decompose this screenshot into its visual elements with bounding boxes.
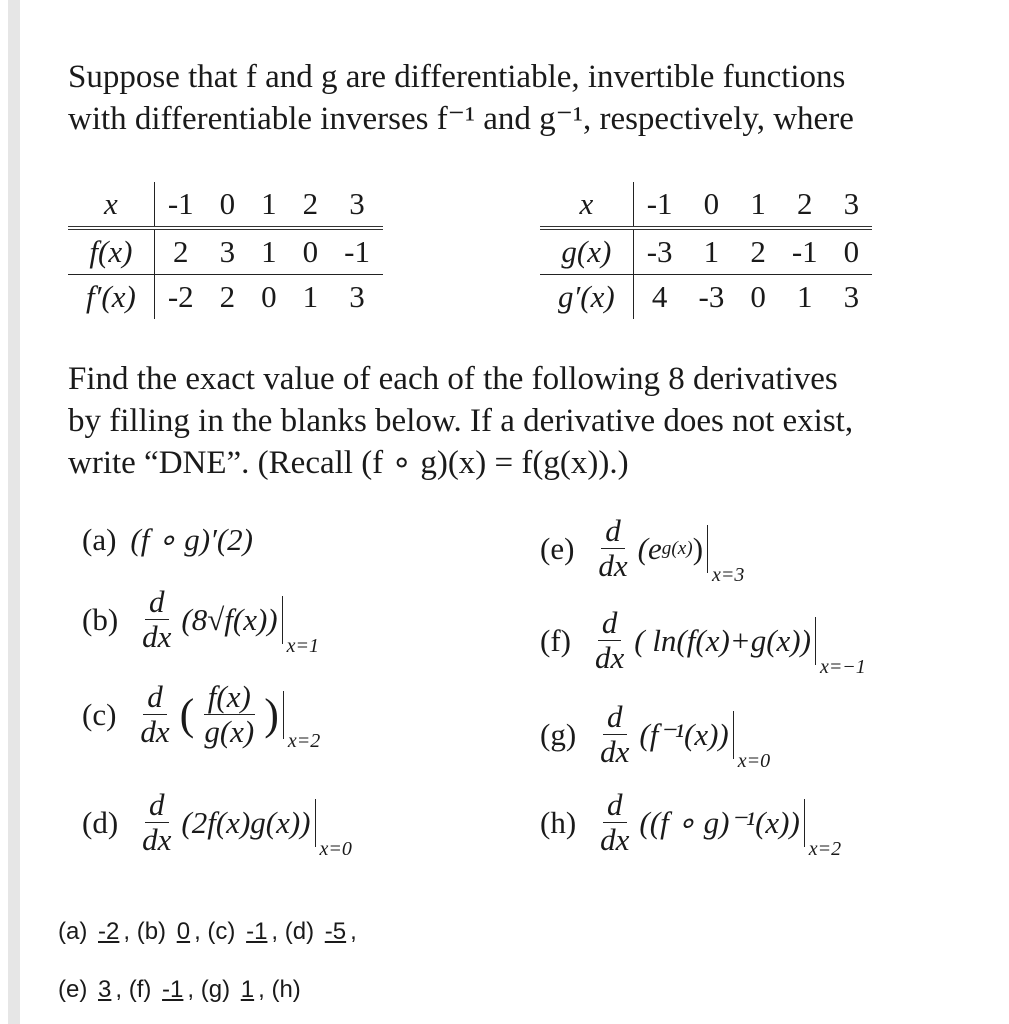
part-d xyxy=(82,787,352,860)
answer-c[interactable]: -1 xyxy=(246,918,268,945)
derivative-operator xyxy=(136,680,173,749)
answer-b[interactable]: 0 xyxy=(176,918,191,945)
right-paren: ) xyxy=(264,690,279,739)
closing-paren: ) xyxy=(692,530,704,566)
table-f-x-4: 3 xyxy=(331,182,383,228)
derivative-dx: dx xyxy=(142,822,172,857)
answer-label-e: (e) xyxy=(58,976,88,1003)
part-expression: ( ln(f(x)+g(x)) xyxy=(634,622,811,658)
table-g-x-4: 3 xyxy=(831,182,873,228)
derivative-d: d xyxy=(145,788,169,823)
part-expression: (f⁻¹(x)) xyxy=(639,716,729,752)
intro-line-2: with differentiable inverses f⁻¹ and g⁻¹, respectively, where xyxy=(68,101,854,137)
table-g-cell: -3 xyxy=(698,279,725,314)
part-label: (a) xyxy=(82,522,117,557)
evaluation-bar xyxy=(815,617,866,678)
table-g-x-2: 1 xyxy=(737,182,779,228)
evaluation-point: x=3 xyxy=(712,563,745,586)
table-g-cell: 0 xyxy=(750,279,766,314)
evaluation-bar xyxy=(707,525,745,586)
table-f-cell: 0 xyxy=(290,228,332,275)
answer-g[interactable]: 1 xyxy=(240,976,255,1003)
part-e: (e) $\frac{d}{dx}$ (e g(x) ) x=3 xyxy=(540,513,745,586)
table-g-cell: -3 xyxy=(633,228,685,275)
part-expression: (2f(x)g(x)) xyxy=(181,804,311,840)
answer-label-g: (g) xyxy=(200,976,231,1003)
derivative-dx: dx xyxy=(142,619,172,654)
table-f-x-1: 0 xyxy=(207,182,249,228)
answers-line-2: (e) 3 , (f) -1 , (g) 1 , (h) xyxy=(58,976,301,1003)
table-f-header-row xyxy=(68,182,383,228)
answers-line-1: (a) -2 , (b) 0 , (c) -1 , (d) -5 , xyxy=(58,918,357,945)
answer-d[interactable]: -5 xyxy=(324,918,347,945)
part-c xyxy=(82,679,321,752)
table-f-x-2: 1 xyxy=(248,182,290,228)
evaluation-point: x=0 xyxy=(737,749,771,772)
part-label: (d) xyxy=(82,804,119,840)
derivative-operator xyxy=(594,514,631,583)
table-f-cell: 3 xyxy=(349,279,365,314)
table-g-cell: 1 xyxy=(686,228,738,275)
answer-label-a: (a) xyxy=(58,918,88,945)
instructions-line-2: by filling in the blanks below. If a derivative does not exist, xyxy=(68,403,854,439)
instructions-paragraph xyxy=(68,358,958,484)
table-f-cell: 1 xyxy=(248,228,290,275)
table-g-x-1: 0 xyxy=(686,182,738,228)
evaluation-point: x=0 xyxy=(319,837,352,860)
intro-line-1: Suppose that f and g are differentiable, invertible functions xyxy=(68,59,846,95)
table-f-x-3: 2 xyxy=(290,182,332,228)
derivative-operator xyxy=(138,585,175,654)
evaluation-point: x=−1 xyxy=(819,655,866,678)
instructions-line-1: Find the exact value of each of the following 8 derivatives xyxy=(68,361,838,397)
evaluation-bar xyxy=(804,799,842,860)
left-paren: ( xyxy=(179,690,195,739)
derivative-operator xyxy=(596,788,633,857)
part-label: (h) xyxy=(540,804,577,840)
derivative-dx: dx xyxy=(598,548,628,583)
quotient-numerator: f(x) xyxy=(204,680,255,715)
table-f-row-fprime xyxy=(68,275,383,320)
table-f-cell: -1 xyxy=(331,228,383,275)
derivative-dx: dx xyxy=(594,640,625,675)
table-f-x-0: -1 xyxy=(154,182,206,228)
table-g-cell: 3 xyxy=(843,279,860,314)
answer-f[interactable]: -1 xyxy=(162,976,184,1003)
table-g-row-gprime xyxy=(540,275,872,320)
part-f xyxy=(540,605,866,678)
part-b xyxy=(82,584,319,657)
part-label: (b) xyxy=(82,601,119,637)
table-f-row-f xyxy=(68,228,383,275)
evaluation-point: x=2 xyxy=(287,729,321,752)
table-g-header-row xyxy=(540,182,872,228)
derivative-d: d xyxy=(601,514,625,549)
table-f-cell: 3 xyxy=(207,228,249,275)
derivative-operator xyxy=(138,788,175,857)
evaluation-bar xyxy=(733,711,771,772)
intro-paragraph xyxy=(68,56,958,140)
table-g-row-g xyxy=(540,228,872,275)
part-expression: ((f ∘ g)⁻¹(x)) xyxy=(639,804,800,840)
quotient-denominator: g(x) xyxy=(204,714,255,749)
table-g-cell: 4 xyxy=(651,279,668,314)
part-h xyxy=(540,787,842,860)
derivative-d: d xyxy=(598,606,622,641)
answer-label-f: (f) xyxy=(128,976,152,1003)
part-label: (f) xyxy=(540,622,571,658)
answer-e[interactable]: 3 xyxy=(98,976,112,1003)
derivative-d: d xyxy=(145,585,169,620)
table-g-cell: 1 xyxy=(797,279,813,314)
derivative-d: d xyxy=(603,788,627,823)
table-f-cell: 1 xyxy=(302,279,319,314)
table-f-cell: 2 xyxy=(154,228,206,275)
part-a xyxy=(82,522,253,558)
part-expression: (e xyxy=(637,530,662,566)
table-f-cell: 0 xyxy=(261,279,277,314)
left-margin-bar xyxy=(8,0,20,1024)
part-label: (g) xyxy=(540,716,577,752)
derivative-dx: dx xyxy=(140,714,170,749)
table-g xyxy=(540,182,872,319)
table-g-cell: -1 xyxy=(779,228,831,275)
part-expression: (f ∘ g)′(2) xyxy=(130,522,253,557)
table-f-row-label: f(x) xyxy=(68,228,154,275)
derivative-operator xyxy=(596,700,633,769)
evaluation-bar xyxy=(283,691,321,752)
evaluation-point: x=2 xyxy=(808,837,842,860)
table-f-cell: 2 xyxy=(219,279,236,314)
table-g-x-3: 2 xyxy=(779,182,831,228)
evaluation-bar xyxy=(282,596,319,657)
evaluation-point: x=1 xyxy=(286,634,319,657)
derivative-operator xyxy=(591,606,628,675)
answer-label-h: (h) xyxy=(271,976,301,1003)
table-f-cell: -2 xyxy=(167,279,194,314)
answer-a[interactable]: -2 xyxy=(98,918,120,945)
table-g-header-label: x xyxy=(540,182,633,228)
derivative-dx: dx xyxy=(600,822,630,857)
part-expression: (8√f(x)) xyxy=(181,601,278,637)
answer-label-d: (d) xyxy=(284,918,315,945)
derivative-d: d xyxy=(603,700,627,735)
part-label: (c) xyxy=(82,696,117,732)
quotient xyxy=(200,680,258,749)
derivative-d: d xyxy=(143,680,167,715)
table-g-row-label: g(x) xyxy=(540,228,633,275)
answer-label-c: (c) xyxy=(207,918,236,945)
instructions-line-3: write “DNE”. (Recall (f ∘ g)(x) = f(g(x)).) xyxy=(68,445,629,481)
table-g-row-label: g′(x) xyxy=(540,275,633,320)
table-g-x-0: -1 xyxy=(633,182,685,228)
table-f xyxy=(68,182,383,319)
answer-label-b: (b) xyxy=(136,918,167,945)
evaluation-bar xyxy=(315,799,352,860)
part-g xyxy=(540,699,771,772)
table-f-row-label: f′(x) xyxy=(68,275,154,320)
derivative-dx: dx xyxy=(600,734,630,769)
part-label: (e) xyxy=(540,530,575,566)
table-f-header-label: x xyxy=(68,182,154,228)
table-g-cell: 0 xyxy=(831,228,873,275)
table-g-cell: 2 xyxy=(737,228,779,275)
